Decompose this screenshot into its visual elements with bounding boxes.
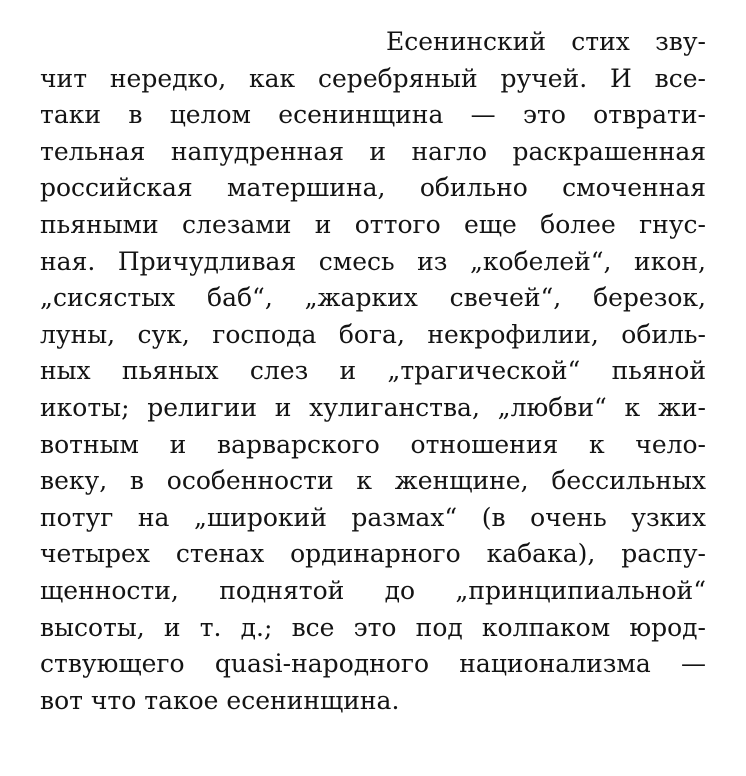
text-line: четырех стенах ординарного кабака), распу- bbox=[40, 539, 706, 569]
text-line: щенности, поднятой до „принципиальной“ bbox=[40, 575, 706, 605]
text-line: российская матершина, обильно смоченная bbox=[40, 173, 706, 203]
text-line: веку, в особенности к женщине, бессильных bbox=[40, 466, 706, 496]
text-line: „сисястых баб“, „жарких свечей“, березок, bbox=[40, 283, 706, 313]
text-line: тельная напудренная и нагло раскрашенная bbox=[40, 136, 706, 166]
text-line: луны, сук, господа бога, некрофилии, обиль- bbox=[40, 319, 706, 349]
text-line: ствующего quasi-народного национализма — bbox=[40, 649, 706, 679]
text-line: высоты, и т. д.; все это под колпаком юрод- bbox=[40, 612, 706, 642]
text-line: вот что такое есенинщина. bbox=[40, 685, 400, 715]
text-line: ных пьяных слез и „трагической“ пьяной bbox=[40, 356, 706, 386]
text-line: пьяными слезами и оттого еще более гнус- bbox=[40, 209, 706, 239]
text-line: потуг на „широкий размах“ (в очень узких bbox=[40, 502, 706, 532]
paragraph bbox=[40, 24, 706, 719]
text-line: чит нередко, как серебряный ручей. И все- bbox=[40, 63, 706, 93]
text-line: вотным и варварского отношения к чело- bbox=[40, 429, 706, 459]
text-line: икоты; религии и хулиганства, „любви“ к жи- bbox=[40, 392, 706, 422]
text-line: таки в целом есенинщина — это отврати- bbox=[40, 100, 706, 130]
text-line: ная. Причудливая смесь из „кобелей“, икон, bbox=[40, 246, 706, 276]
text-line: Есенинский стих зву- bbox=[386, 27, 706, 56]
